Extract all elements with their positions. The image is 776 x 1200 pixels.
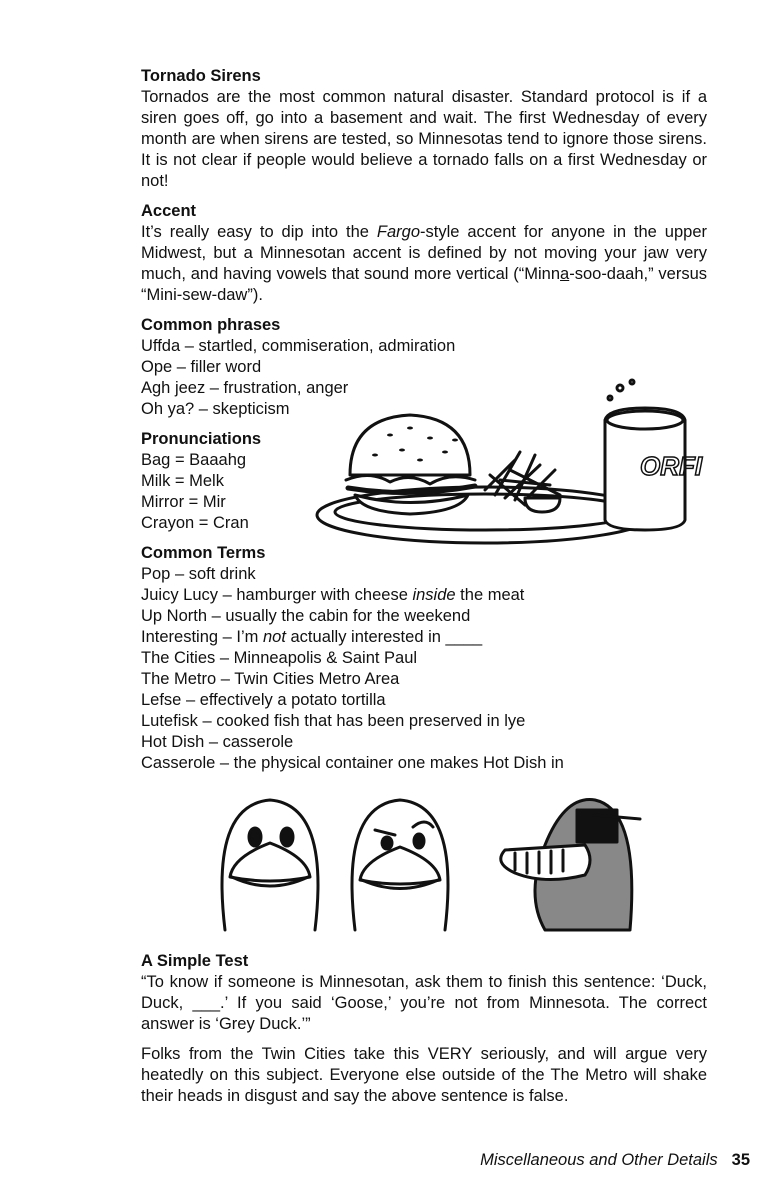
- phrase-item: Oh ya? – skepticism: [141, 400, 290, 418]
- term-item: Casserole – the physical container one makes Hot Dish in: [141, 754, 564, 772]
- section-common-terms: [141, 543, 707, 774]
- pronunciation-item: Crayon = Cran: [141, 514, 249, 532]
- term-text: Juicy Lucy – hamburger with cheese: [141, 586, 413, 604]
- footer-chapter-title: Miscellaneous and Other Details: [480, 1151, 718, 1169]
- accent-italic-fargo: Fargo: [376, 223, 421, 241]
- term-item: Lutefisk – cooked fish that has been preserved in lye: [141, 712, 526, 730]
- heading-simple-test: A Simple Test: [141, 952, 249, 970]
- heading-tornado-sirens: Tornado Sirens: [141, 67, 261, 85]
- pronunciation-item: Mirror = Mir: [141, 493, 226, 511]
- heading-common-terms: Common Terms: [141, 544, 266, 562]
- grey-duck-icon: [501, 800, 640, 930]
- ducks-illustration: [215, 785, 635, 935]
- term-text-end: actually interested in ____: [285, 628, 483, 646]
- term-item: [141, 627, 707, 648]
- term-item: Pop – soft drink: [141, 565, 256, 583]
- accent-text-mid: -style accent for anyone in the upper Midwest, but a Minnesotan accent is defined by not moving your jaw very much, and having vowels that sound more vertical (“Minn: [141, 223, 707, 283]
- heading-common-phrases: Common phrases: [141, 316, 281, 334]
- heading-accent: Accent: [141, 202, 197, 220]
- term-item: Up North – usually the cabin for the weekend: [141, 607, 471, 625]
- accent-text-end: -soo-daah,” versus “Mini-sew-daw”).: [141, 265, 707, 304]
- section-simple-test: [141, 951, 707, 1107]
- term-item: The Metro – Twin Cities Metro Area: [141, 670, 400, 688]
- section-accent: [141, 201, 707, 306]
- page-footer: [480, 1151, 750, 1170]
- phrase-item: Uffda – startled, commiseration, admiration: [141, 337, 456, 355]
- paragraph-test-followup: Folks from the Twin Cities take this VERY seriously, and will argue very heatedly on this subject. Everyone else outside of the The Metro will shake their heads in disgust and say the above sentence is false.: [141, 1045, 707, 1105]
- duck-icon: [222, 800, 318, 930]
- accent-text: It’s really easy to dip into the: [141, 223, 377, 241]
- paragraph-test-quote: “To know if someone is Minnesotan, ask them to finish this sentence: ‘Duck, Duck, ___.’ If you said ‘Goose,’ you’re not from Minnesota. The correct answer is ‘Grey Duck.’”: [141, 973, 707, 1033]
- term-item: Hot Dish – casserole: [141, 733, 294, 751]
- term-text-end: the meat: [455, 586, 525, 604]
- section-tornado-sirens: [141, 66, 707, 192]
- paragraph-tornado-sirens: Tornados are the most common natural disaster. Standard protocol is if a siren goes off, go into a basement and wait. The first Wednesday of every month are when sirens are tested, so Minnesotas tend to ignore those sirens. It is not clear if people would believe a tornado falls on a first Wednesday or not!: [141, 88, 707, 190]
- pronunciation-item: Bag = Baaahg: [141, 451, 247, 469]
- page-number: 35: [731, 1151, 750, 1169]
- page-content: [141, 66, 707, 1116]
- burger-fries-pop-illustration: [310, 380, 703, 550]
- accent-underlined-vowel: a: [560, 265, 570, 283]
- phrase-item: Agh jeez – frustration, anger: [141, 379, 349, 397]
- term-text: Interesting – I’m: [141, 628, 263, 646]
- term-item: [141, 585, 707, 606]
- heading-pronunciations: Pronunciations: [141, 430, 262, 448]
- pronunciation-item: Milk = Melk: [141, 472, 224, 490]
- term-italic: not: [262, 628, 286, 646]
- term-item: The Cities – Minneapolis & Saint Paul: [141, 649, 418, 667]
- phrase-item: Ope – filler word: [141, 358, 262, 376]
- term-italic: inside: [412, 586, 456, 604]
- paragraph-accent: [141, 222, 707, 306]
- duck-icon: [352, 800, 448, 930]
- term-item: Lefse – effectively a potato tortilla: [141, 691, 386, 709]
- can-label: ORFI: [640, 451, 703, 481]
